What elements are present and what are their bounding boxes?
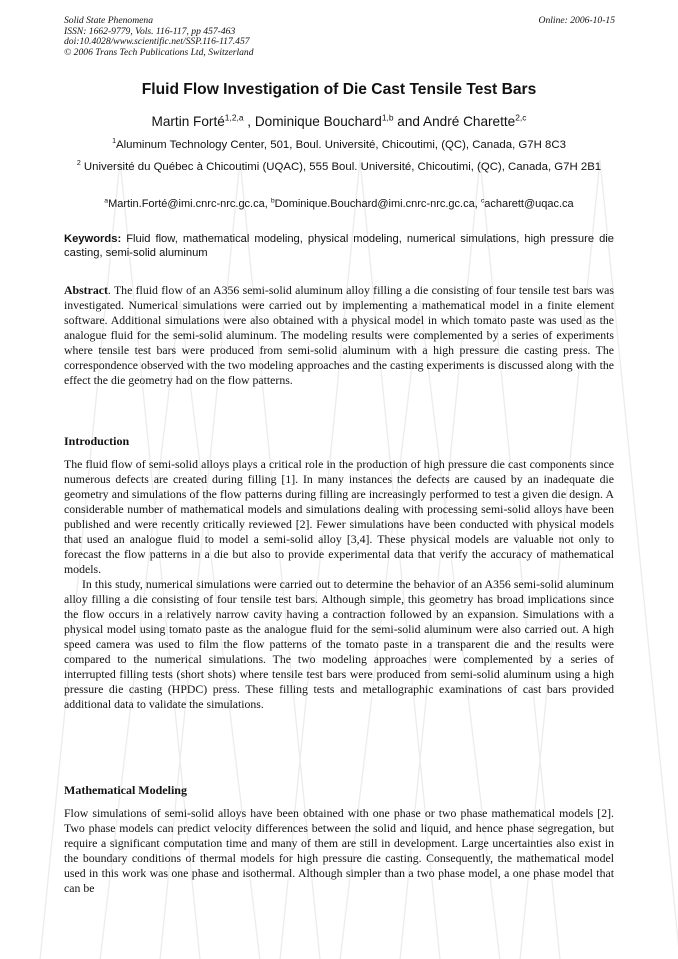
- author-bouchard-sup: 1,b: [381, 112, 394, 123]
- paper-title: Fluid Flow Investigation of Die Cast Tensile Test Bars: [141, 81, 537, 98]
- abstract-block: [64, 283, 614, 388]
- affiliation-1-text: Aluminum Technology Center, 501, Boul. Université, Chicoutimi, (QC), Canada, G7H 8C3: [115, 139, 566, 151]
- email-bouchard[interactable]: Dominique.Bouchard@imi.cnrc-nrc.gc.ca,: [274, 198, 481, 210]
- math-modeling-paragraph-1: Flow simulations of semi-solid alloys have been obtained with one phase or two phase mathematical models [2]. Two phase models can predict velocity differences between the solid and liquid, and hence phase segregation, but require a significant computation time and many of them are still in development. Large uncertainties also exist in the boundary conditions of thermal models for high pressure die casting. Consequently, the mathematical model used in this work was one phase and isothermal. Although simpler than a two phase model, a one phase model that can be: [64, 806, 614, 895]
- email-c-sup: c: [480, 197, 485, 205]
- author-bouchard: , Dominique Bouchard: [243, 114, 382, 129]
- math-modeling-body: [64, 806, 614, 896]
- email-charette[interactable]: acharett@uqac.ca: [484, 198, 574, 210]
- introduction-heading: Introduction: [64, 434, 130, 448]
- author-forte: Martin Forté: [151, 114, 225, 129]
- keywords-text: Fluid flow, mathematical modeling, physical modeling, numerical simulations, high pressure die casting, semi-solid aluminum: [64, 233, 614, 259]
- affiliation-1: [64, 138, 614, 154]
- abstract-label: Abstract: [64, 283, 108, 297]
- author-forte-sup: 1,2,a: [224, 112, 244, 123]
- author-emails: [64, 197, 614, 213]
- author-charette: and André Charette: [393, 114, 516, 129]
- introduction-paragraph-2: In this study, numerical simulations were carried out to determine the behavior of an A356 semi-solid aluminum alloy filling a die consisting of four tensile test bars. Although simple, this geometry has broad implications since the flow occurs in a relatively narrow cavity having a contraction followed by an expansion. Simulations with a physical model using tomato paste as the analogue fluid for the semi-solid aluminum were also carried out. A high speed camera was used to film the flow patterns of the tomato paste in a transparent die and the results were compared to the numerical simulations. The two modeling approaches were complemented by a series of interrupted filling tests (short shots) where tensile test bars were produced from semi-solid aluminum using a high pressure die casting (HPDC) press. These filling tests and metallographic examinations of cast bars provided additional data to validate the simulations.: [64, 577, 614, 711]
- abstract-text: . The fluid flow of an A356 semi-solid aluminum alloy filling a die consisting of four tensile test bars was investigated. Numerical simulations were carried out by implementing a mathematical model in a finite element software. Additional simulations were also obtained with a physical model in which tomato paste was used as the analogue fluid for the semi-solid aluminum. The modeling results were complemented by a series of experiments where tensile test bars were produced from semi-solid aluminum with a high pressure die casting press. The correspondence observed with the two modeling approaches and the casting experiments is discussed along with the effect the die geometry had on the flow patterns.: [64, 283, 614, 387]
- author-list: [64, 113, 614, 130]
- online-date: Online: 2006-10-15: [538, 15, 615, 26]
- math-modeling-heading: Mathematical Modeling: [64, 783, 187, 797]
- keywords-label: Keywords:: [64, 233, 122, 245]
- affiliation-1-sup: 1: [112, 138, 116, 146]
- author-charette-sup: 2,c: [515, 112, 527, 123]
- affiliation-2: [64, 160, 614, 176]
- journal-header: [64, 16, 394, 58]
- doi-line: doi:10.4028/www.scientific.net/SSP.116-117.457: [64, 36, 250, 48]
- copyright-line: © 2006 Trans Tech Publications Ltd, Switzerland: [64, 46, 254, 58]
- email-b-sup: b: [270, 197, 275, 205]
- keywords-block: [64, 232, 614, 260]
- introduction-body: [64, 457, 614, 712]
- email-a-sup: a: [104, 197, 109, 205]
- issn-line: ISSN: 1662-9779, Vols. 116-117, pp 457-463: [64, 25, 236, 37]
- affiliation-2-sup: 2: [76, 160, 81, 168]
- affiliation-2-text: Université du Québec à Chicoutimi (UQAC), 555 Boul. Université, Chicoutimi, (QC), Canada, G7H 2B1: [80, 161, 602, 173]
- email-forte[interactable]: Martin.Forté@imi.cnrc-nrc.gc.ca,: [108, 198, 271, 210]
- introduction-paragraph-1: The fluid flow of semi-solid alloys plays a critical role in the production of high pressure die cast components since numerous defects are created during filling [1]. In many instances the defects are caused by an inadequate die geometry and simulations of the flow patterns during filling are increasingly performed to test a given die design. A considerable number of mathematical models and simulations dealing with processing semi-solid alloys have been published and were recently critically reviewed [2]. Fewer simulations have been conducted with physical models that used an analogue fluid to model a semi-solid alloy [3,4]. These physical models are valuable not only to forecast the flow patterns in a die but also to provide experimental data that verify the accuracy of mathematical models.: [64, 457, 614, 576]
- journal-name: Solid State Phenomena: [64, 15, 153, 26]
